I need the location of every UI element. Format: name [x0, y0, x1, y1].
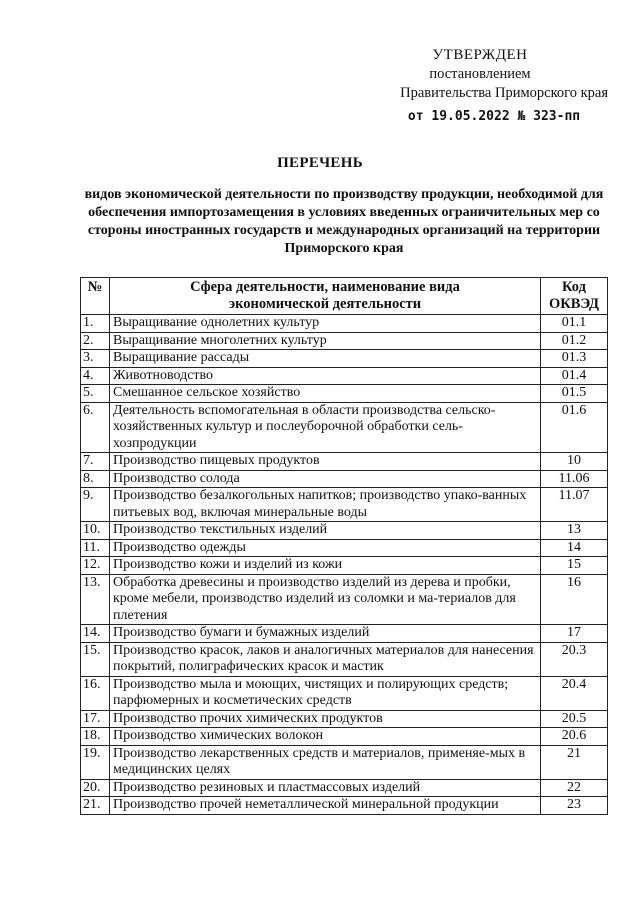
row-okved-code: 22 [541, 779, 608, 797]
row-activity-name: Производство солода [110, 470, 541, 488]
row-okved-code: 23 [541, 797, 608, 815]
row-number: 4. [81, 367, 110, 385]
row-number: 5. [81, 385, 110, 403]
row-okved-code: 20.5 [541, 710, 608, 728]
row-activity-name: Производство одежды [110, 539, 541, 557]
table-row [81, 470, 608, 488]
row-activity-name: Выращивание рассады [110, 350, 541, 368]
row-activity-name: Производство бумаги и бумажных изделий [110, 625, 541, 643]
row-activity-name: Смешанное сельское хозяйство [110, 385, 541, 403]
row-number: 18. [81, 728, 110, 746]
table-row [81, 710, 608, 728]
row-activity-name: Выращивание многолетних культур [110, 332, 541, 350]
table-header-row [81, 278, 608, 315]
table-row [81, 728, 608, 746]
row-activity-name: Производство прочей неметаллической минеральной продукции [110, 797, 541, 815]
row-okved-code: 15 [541, 557, 608, 575]
row-number: 3. [81, 350, 110, 368]
row-activity-name: Производство мыла и моющих, чистящих и полирующих средств; парфюмерных и косметических средств [110, 676, 541, 710]
table-row [81, 557, 608, 575]
approval-title: УТВЕРЖДЕН [432, 47, 528, 63]
table-row [81, 642, 608, 676]
row-activity-name: Производство прочих химических продуктов [110, 710, 541, 728]
row-okved-code: 01.1 [541, 315, 608, 333]
row-okved-code: 13 [541, 522, 608, 540]
row-number: 10. [81, 522, 110, 540]
row-activity-name: Производство пищевых продуктов [110, 453, 541, 471]
row-number: 9. [81, 488, 110, 522]
row-number: 1. [81, 315, 110, 333]
row-number: 21. [81, 797, 110, 815]
row-number: 6. [81, 402, 110, 453]
row-activity-name: Производство безалкогольных напитков; производство упако-ванных питьевых вод, включая минеральные воды [110, 488, 541, 522]
row-number: 17. [81, 710, 110, 728]
row-okved-code: 20.3 [541, 642, 608, 676]
row-number: 7. [81, 453, 110, 471]
table-row [81, 315, 608, 333]
row-activity-name: Обработка древесины и производство изделий из дерева и пробки, кроме мебели, производство изделий из соломки и ма-териалов для плетения [110, 574, 541, 625]
table-row [81, 488, 608, 522]
header-name: Сфера деятельности, наименование вида экономической деятельности [110, 278, 541, 315]
table-row [81, 779, 608, 797]
row-activity-name: Производство химических волокон [110, 728, 541, 746]
table-row [81, 453, 608, 471]
approval-stamp [350, 46, 610, 126]
table-row [81, 350, 608, 368]
row-activity-name: Производство резиновых и пластмассовых изделий [110, 779, 541, 797]
row-number: 20. [81, 779, 110, 797]
header-num: № [81, 278, 110, 315]
row-okved-code: 01.5 [541, 385, 608, 403]
row-activity-name: Животноводство [110, 367, 541, 385]
table-row [81, 625, 608, 643]
row-okved-code: 11.07 [541, 488, 608, 522]
row-number: 13. [81, 574, 110, 625]
row-activity-name: Производство кожи и изделий из кожи [110, 557, 541, 575]
row-number: 19. [81, 745, 110, 779]
table-row [81, 385, 608, 403]
document-title: ПЕРЕЧЕНЬ [277, 155, 363, 171]
table-row [81, 574, 608, 625]
table-row [81, 676, 608, 710]
approval-line-2: Правительства Приморского края [400, 85, 608, 101]
table-row [81, 402, 608, 453]
row-activity-name: Производство текстильных изделий [110, 522, 541, 540]
row-okved-code: 21 [541, 745, 608, 779]
table-row [81, 797, 608, 815]
row-number: 16. [81, 676, 110, 710]
document-subtitle: видов экономической деятельности по производству продукции, необходимой для обеспечения импортозамещения в условиях введенных ограничительных мер со стороны иностранных государств и международных организаций на территории Приморского края [84, 187, 604, 256]
approval-number: от 19.05.2022 № 323-пп [407, 109, 581, 124]
table-row [81, 332, 608, 350]
row-okved-code: 14 [541, 539, 608, 557]
approval-line-1: постановлением [429, 66, 531, 82]
row-number: 12. [81, 557, 110, 575]
row-number: 2. [81, 332, 110, 350]
table-body [81, 315, 608, 815]
row-okved-code: 01.2 [541, 332, 608, 350]
activities-table [80, 277, 608, 815]
row-okved-code: 16 [541, 574, 608, 625]
table-row [81, 522, 608, 540]
row-number: 8. [81, 470, 110, 488]
row-number: 14. [81, 625, 110, 643]
row-okved-code: 01.6 [541, 402, 608, 453]
row-number: 15. [81, 642, 110, 676]
row-okved-code: 11.06 [541, 470, 608, 488]
row-okved-code: 01.3 [541, 350, 608, 368]
row-okved-code: 17 [541, 625, 608, 643]
row-okved-code: 20.4 [541, 676, 608, 710]
row-okved-code: 01.4 [541, 367, 608, 385]
row-okved-code: 10 [541, 453, 608, 471]
row-number: 11. [81, 539, 110, 557]
table-row [81, 745, 608, 779]
row-activity-name: Производство красок, лаков и аналогичных материалов для нанесения покрытий, полиграфических красок и мастик [110, 642, 541, 676]
row-okved-code: 20.6 [541, 728, 608, 746]
row-activity-name: Деятельность вспомогательная в области производства сельско-хозяйственных культур и послеуборочной обработки сель-хозпродукции [110, 402, 541, 453]
table-row [81, 539, 608, 557]
table-row [81, 367, 608, 385]
header-code: Код ОКВЭД [541, 278, 608, 315]
row-activity-name: Производство лекарственных средств и материалов, применяе-мых в медицинских целях [110, 745, 541, 779]
row-activity-name: Выращивание однолетних культур [110, 315, 541, 333]
